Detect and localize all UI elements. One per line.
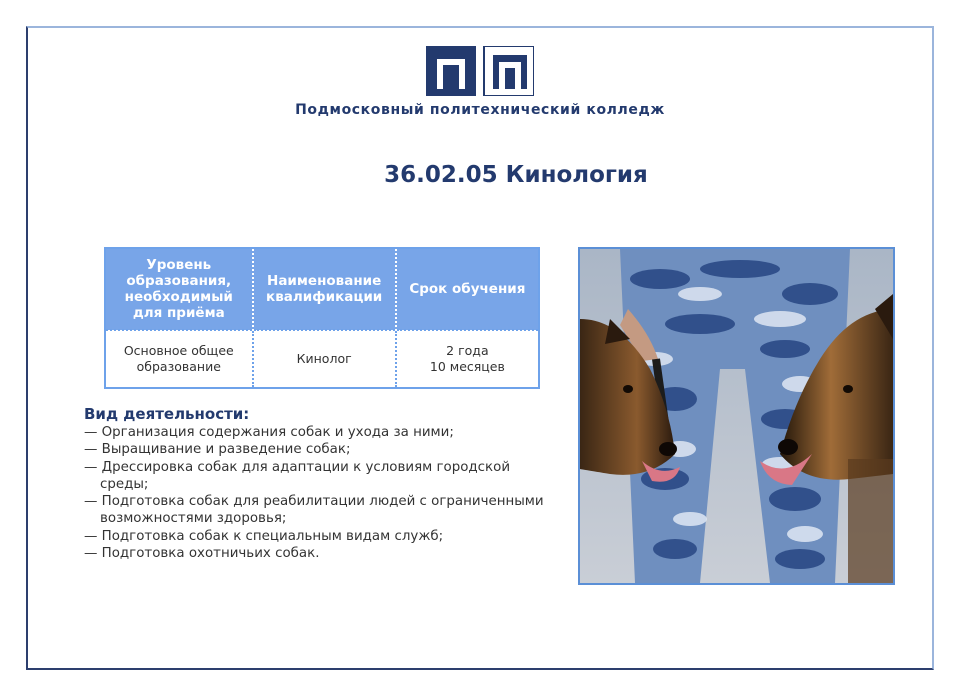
- list-item: — Подготовка собак для реабилитации людей с ограниченными возможностями здоровья;: [84, 494, 544, 527]
- header-duration: Срок обучения: [396, 248, 539, 330]
- college-name: Подмосковный политехнический колледж: [295, 102, 665, 118]
- table-row: [105, 330, 539, 388]
- page-title: 36.02.05 Кинология: [384, 162, 648, 188]
- table-header-row: [105, 248, 539, 330]
- header-qualification: Наименование квалификации: [253, 248, 396, 330]
- activity-list: [84, 424, 554, 562]
- cell-qualification: Кинолог: [253, 330, 396, 388]
- dogs-with-handler-photo: [578, 247, 895, 585]
- duration-months: 10 месяцев: [429, 359, 505, 374]
- duration-years: 2 года: [446, 343, 489, 358]
- activity-title: Вид деятельности:: [84, 405, 250, 423]
- header-education-level: Уровень образования, необходимый для приёма: [105, 248, 253, 330]
- list-item: — Подготовка собак к специальным видам служб;: [84, 528, 444, 544]
- list-item: — Организация содержания собак и ухода за ними;: [84, 425, 454, 440]
- cell-duration: [396, 330, 539, 388]
- list-item: — Подготовка охотничьих собак.: [84, 546, 320, 562]
- activity-section: [84, 405, 554, 562]
- list-item: — Выращивание и разведение собак;: [84, 442, 351, 458]
- list-item: — Дрессировка собак для адаптации к условиям городской среды;: [84, 459, 511, 492]
- cell-education-level: Основное общее образование: [105, 330, 253, 388]
- college-logo: [426, 46, 534, 96]
- program-table: [104, 247, 540, 389]
